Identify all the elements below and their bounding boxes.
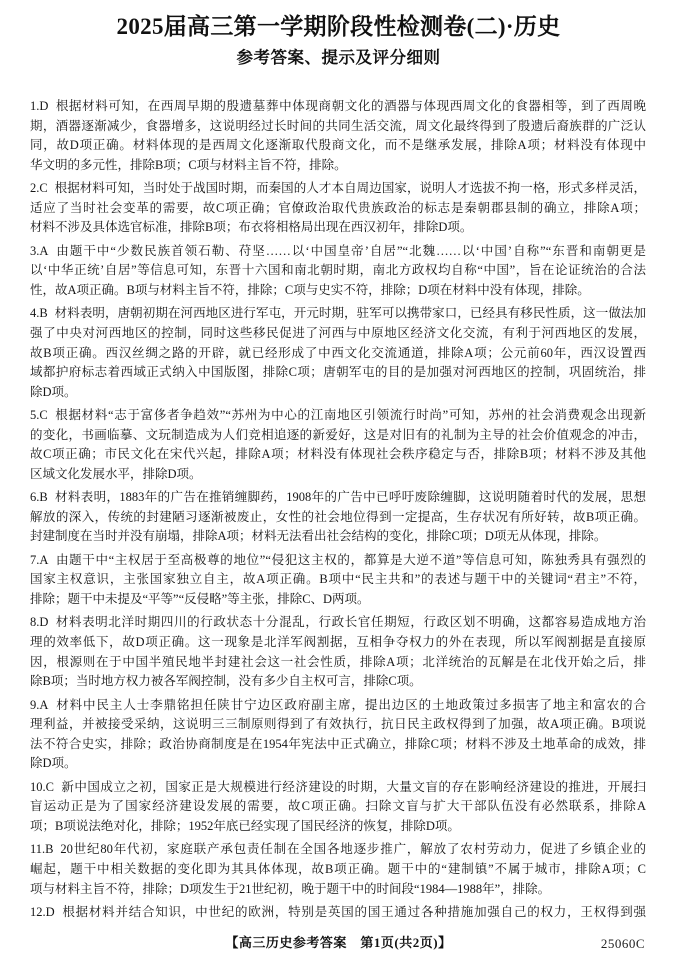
explanation-line bbox=[30, 840, 646, 860]
page-footer-label: 【高三历史参考答案 第1页(共2页)】 bbox=[225, 935, 452, 950]
answer-item-7 bbox=[30, 551, 646, 610]
answer-label: 8.D bbox=[30, 615, 49, 630]
answer-label: 7.A bbox=[30, 552, 49, 567]
explanation-line: 理利益，并被接受采纳，这说明三三制原则得到了有效执行，抗日民主政权得到了加强，故A项正确。B项说 bbox=[30, 717, 646, 732]
explanation-line: 法不符合史实，排除；政治协商制度是在1954年宪法中正式确立，排除C项；材料不涉及土地革命的成效，排 bbox=[30, 736, 646, 751]
explanation-text: 20世纪80年代初，家庭联产承包责任制在全国各地逐步推广，解放了农村劳动力，促进了乡镇企业的 bbox=[60, 842, 646, 857]
explanation-line bbox=[30, 778, 646, 798]
answer-item-12 bbox=[30, 903, 646, 923]
explanation-line: 解放的深入，传统的封建陋习逐渐被废止，女性的社会地位得到一定提高，生存状况有所好转，故B项正确。 bbox=[30, 509, 646, 524]
explanation-text: 根据材料可知，当时处于战国时期，而秦国的人才本自周边国家，说明人才选拔不拘一格，形式多样灵活， bbox=[54, 181, 646, 196]
explanation-line: 材料不涉及具体选官标准，排除B项；布衣将相格局出现在西汉初年，排除D项。 bbox=[30, 220, 473, 235]
explanation-line: 的变化，书画临摹、文玩制造成为人们竞相追逐的新爱好，这是对旧有的礼制为主导的社会价值观念的冲击， bbox=[30, 427, 646, 442]
explanation-line: 域都护府标志着西域正式纳入中国版图，排除C项；唐朝军屯的目的是加强对河西地区的控制，巩固统治，排 bbox=[30, 365, 646, 380]
answer-item-9 bbox=[30, 696, 646, 774]
explanation-line bbox=[30, 488, 646, 508]
document-subtitle: 参考答案、提示及评分细则 bbox=[236, 48, 441, 67]
explanation-line bbox=[30, 696, 646, 716]
explanation-line: 封建制度在当时并没有崩塌，排除A项；材料无法看出社会结构的变化，排除C项；D项无从体现，排除。 bbox=[30, 529, 607, 544]
explanation-line bbox=[30, 406, 646, 426]
explanation-text: 由题干中“主权居于至高极尊的地位”“侵犯这主权的，都算是大逆不道”等信息可知，陈独秀具有强烈的 bbox=[55, 552, 646, 567]
explanation-line: 除D项。 bbox=[30, 384, 77, 399]
explanation-line bbox=[30, 97, 646, 117]
explanation-line: 项与材料主旨不符，排除；D项发生于21世纪初，晚于题干中的时间段“1984—1988年”，排除。 bbox=[30, 881, 551, 896]
explanation-line: 华文明的多元性，排除B项；C项与材料主旨不符，排除。 bbox=[30, 157, 347, 172]
answer-item-6 bbox=[30, 488, 646, 547]
answer-label: 12.D bbox=[30, 904, 55, 919]
answer-item-5 bbox=[30, 406, 646, 484]
explanation-line bbox=[30, 179, 646, 199]
answer-label: 9.A bbox=[30, 697, 49, 712]
explanation-line: 项；B项说法绝对化，排除；1952年底已经实现了国民经济的恢复，排除D项。 bbox=[30, 818, 460, 833]
explanation-text: 材料表明，1883年的广告在推销缠脚药，1908年的广告中已呼吁废除缠脚，这说明随着时代的发展，思想 bbox=[54, 490, 646, 505]
explanation-line: 崛起，题干中相关数据的变化即为其具体体现，故B项正确。题干中的“建制镇”不属于城市，排除A项；C bbox=[30, 861, 646, 876]
explanation-line: 盲运动正是为了国家经济建设发展的需要，故C项正确。扫除文盲与扩大干部队伍没有必然联系，排除A bbox=[30, 799, 646, 814]
explanation-text: 材料表明北洋时期四川的行政状态十分混乱，行政长官任期短，行政区划不明确，这都容易造成地方治 bbox=[55, 615, 646, 630]
answer-label: 10.C bbox=[30, 779, 54, 794]
explanation-text: 由题干中“少数民族首领石勒、苻坚……以‘中国皇帝’自居”“北魏……以‘中国’自称”“东晋和南朝更是 bbox=[55, 243, 646, 258]
explanation-line bbox=[30, 551, 646, 571]
explanation-line: 除D项。 bbox=[30, 756, 77, 771]
page-footer-code: 25060C bbox=[600, 936, 645, 951]
explanation-line: 以‘中华正统’自居”等信息可知，东晋十六国和南北朝时期，南北方政权均自称“中国”，旨在论证统治的合法 bbox=[30, 263, 646, 278]
explanation-line: 性，故A项正确。B项与材料主旨不符，排除；C项与史实不符，排除；D项在材料中没有体现，排除。 bbox=[30, 282, 590, 297]
explanation-text: 根据材料可知，在西周早期的殷遗墓葬中体现商朝文化的酒器与体现西周文化的食器相等，到了西周晚 bbox=[55, 99, 646, 113]
answer-item-2 bbox=[30, 179, 646, 238]
answer-label: 6.B bbox=[30, 490, 48, 505]
explanation-line bbox=[30, 903, 646, 923]
document-title: 2025届高三第一学期阶段性检测卷(二)·历史 bbox=[116, 14, 561, 39]
explanation-text: 新中国成立之初，国家正是大规模进行经济建设的时期，大量文盲的存在影响经济建设的推进，开展扫 bbox=[60, 779, 646, 794]
answer-label: 11.B bbox=[30, 842, 54, 857]
explanation-line: 除B项；当时地方权力被各军阀控制，没有多少自主权可言，排除C项。 bbox=[30, 674, 422, 689]
answer-item-11 bbox=[30, 840, 646, 899]
explanation-line: 强了中央对河西地区的控制，同时这些移民促进了河西与中原地区经济文化交流，有利于河西地区的发展， bbox=[30, 325, 646, 340]
answer-label: 4.B bbox=[30, 306, 48, 321]
explanation-line: 排除；题干中未提及“平等”“反侵略”等主张，排除C、D两项。 bbox=[30, 592, 370, 607]
explanation-line: 故C项正确；市民文化在宋代兴起，排除A项；材料没有体现社会秩序稳定与否，排除B项；材料不涉及其他 bbox=[30, 447, 646, 462]
answer-label: 1.D bbox=[30, 99, 49, 113]
answer-label: 3.A bbox=[30, 243, 49, 258]
explanation-line: 因，根源则在于中国半殖民地半封建社会这一社会性质，排除A项；北洋统治的瓦解是在北伐开始之后，排 bbox=[30, 654, 646, 669]
explanation-line: 适应了当时社会变革的需要，故C项正确；官僚政治取代贵族政治的标志是秦朝郡县制的确立，排除A项； bbox=[30, 200, 646, 215]
explanation-line bbox=[30, 304, 646, 324]
explanation-text: 根据材料“志于富侈者争趋效”“苏州为中心的江南地区引领流行时尚”可知，苏州的社会消费观念出现新 bbox=[54, 408, 646, 423]
explanation-line: 理的效率低下，故D项正确。这一现象是北洋军阀割据，互相争夺权力的外在表现，所以军阀割据是直接原 bbox=[30, 635, 646, 650]
explanation-line: 同，故D项正确。材料体现的是西周文化逐渐取代殷商文化，而不是继承发展，排除A项；材料没有体现中 bbox=[30, 138, 646, 153]
answer-item-4 bbox=[30, 304, 646, 402]
explanation-line: 国家主权意识，主张国家独立自主，故A项正确。B项中“民主共和”的表述与题干中的关键词“君主”不符， bbox=[30, 572, 646, 587]
explanation-line: 期，酒器逐渐减少，食器增多，这说明经过长时间的共同生活交流，周文化最终得到了殷遗后裔族群的广泛认 bbox=[30, 118, 646, 133]
answer-item-3 bbox=[30, 242, 646, 301]
explanation-line bbox=[30, 242, 646, 262]
answer-list bbox=[30, 97, 646, 923]
explanation-text: 根据材料并结合知识，中世纪的欧洲，特别是英国的国王通过各种措施加强自己的权力，王权得到强 bbox=[61, 904, 646, 919]
explanation-text: 材料表明，唐朝初期在河西地区进行军屯，开元时期，驻军可以携带家口，已经具有移民性质，这一做法加 bbox=[54, 306, 646, 321]
answer-item-1 bbox=[30, 97, 646, 175]
explanation-text: 材料中民主人士李鼎铭担任陕甘宁边区政府副主席，提出边区的土地政策过多损害了地主和富农的合 bbox=[55, 697, 646, 712]
answer-item-10 bbox=[30, 778, 646, 837]
answer-label: 2.C bbox=[30, 181, 48, 196]
explanation-line: 区域文化发展水平，排除D项。 bbox=[30, 466, 202, 481]
answer-item-8 bbox=[30, 613, 646, 691]
answer-label: 5.C bbox=[30, 408, 48, 423]
explanation-line bbox=[30, 613, 646, 633]
explanation-line: 故B项正确。西汉丝绸之路的开辟，就已经形成了中西文化交流通道，排除A项；公元前60年，西汉设置西 bbox=[30, 345, 646, 360]
